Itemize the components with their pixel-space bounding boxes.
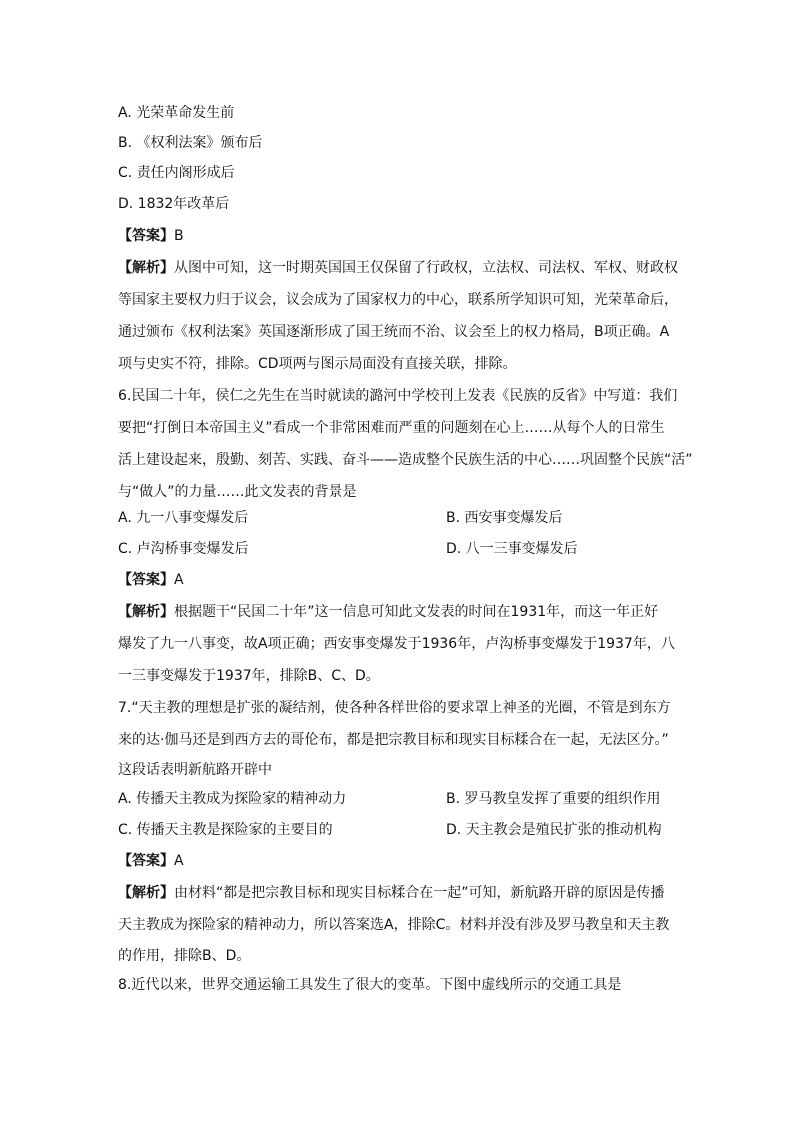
analysis-text: 从图中可知，这一时期英国国王仅保留了行政权，立法权、司法权、军权、财政权 [174,260,678,276]
q7-analysis-line [118,883,665,903]
q6-stem-line: 活上建设起来，殷勤、刻苦、实践、奋斗——造成整个民族生活的中心……巩固整个民族“活” [118,452,693,468]
q7-analysis-line: 天主教成为探险家的精神动力，所以答案选A，排除C。材料并没有涉及罗马教皇和天主教 [118,917,670,933]
q5-option-a: A. 光荣革命发生前 [118,105,235,121]
q6-analysis-line [118,602,658,622]
q5-answer [118,226,184,246]
answer-value: B [174,228,184,244]
q7-analysis-line: 的作用，排除B、D。 [118,948,251,964]
answer-value: A [174,853,184,869]
q7-option-c: C. 传播天主教是探险家的主要目的 [118,822,333,838]
q6-stem-line: 与“做人”的力量……此文发表的背景是 [118,484,357,500]
analysis-label: 【解析】 [118,604,174,620]
q7-answer [118,851,184,871]
q5-option-d: D. 1832年改革后 [118,196,230,212]
q6-option-d: D. 八一三事变爆发后 [446,541,578,557]
q5-analysis-line: 等国家主要权力归于议会，议会成为了国家权力的中心，联系所学知识可知，光荣革命后， [118,292,678,308]
q7-stem-line: 这段话表明新航路开辟中 [118,762,272,778]
q5-analysis-line [118,258,678,278]
q7-option-a: A. 传播天主教成为探险家的精神动力 [118,791,347,807]
q5-option-c: C. 责任内阁形成后 [118,165,235,181]
q7-option-d: D. 天主教会是殖民扩张的推动机构 [446,822,662,838]
answer-value: A [174,572,184,588]
answer-label: 【答案】 [118,228,174,244]
q8-stem-line: 8.近代以来，世界交通运输工具发生了很大的变革。下图中虚线所示的交通工具是 [118,977,622,993]
q6-analysis-line: 爆发了九一八事变，故A项正确；西安事变爆发于1936年，卢沟桥事变爆发于1937年，八 [118,636,675,652]
q5-option-b: B. 《权利法案》颁布后 [118,135,263,151]
q6-option-a: A. 九一八事变爆发后 [118,510,249,526]
answer-label: 【答案】 [118,853,174,869]
answer-label: 【答案】 [118,572,174,588]
q7-stem-line: 7.“天主教的理想是扩张的凝结剂，使各种各样世俗的要求罩上神圣的光圈，不管是到东方 [118,700,671,716]
q6-stem-line: 要把“打倒日本帝国主义”看成一个非常困难而严重的问题刻在心上……从每个人的日常生 [118,420,665,436]
q6-option-b: B. 西安事变爆发后 [446,510,563,526]
q6-analysis-line: 一三事变爆发于1937年，排除B、C、D。 [118,668,380,684]
q6-option-c: C. 卢沟桥事变爆发后 [118,541,249,557]
q7-stem-line: 来的达·伽马还是到西方去的哥伦布，都是把宗教目标和现实目标糅合在一起，无法区分。” [118,732,669,748]
q6-stem-line: 6.民国二十年，侯仁之先生在当时就读的潞河中学校刊上发表《民族的反省》中写道：我们 [118,388,678,404]
q6-answer [118,570,184,590]
q5-analysis-line: 项与史实不符，排除。CD项两与图示局面没有直接关联，排除。 [118,356,517,372]
analysis-label: 【解析】 [118,260,174,276]
analysis-label: 【解析】 [118,885,174,901]
q5-analysis-line: 通过颁布《权利法案》英国逐渐形成了国王统而不治、议会至上的权力格局，B项正确。A [118,324,670,340]
analysis-text: 根据题干“民国二十年”这一信息可知此文发表的时间在1931年，而这一年正好 [174,604,659,620]
analysis-text: 由材料“都是把宗教目标和现实目标糅合在一起”可知，新航路开辟的原因是传播 [174,885,665,901]
q7-option-b: B. 罗马教皇发挥了重要的组织作用 [446,791,661,807]
